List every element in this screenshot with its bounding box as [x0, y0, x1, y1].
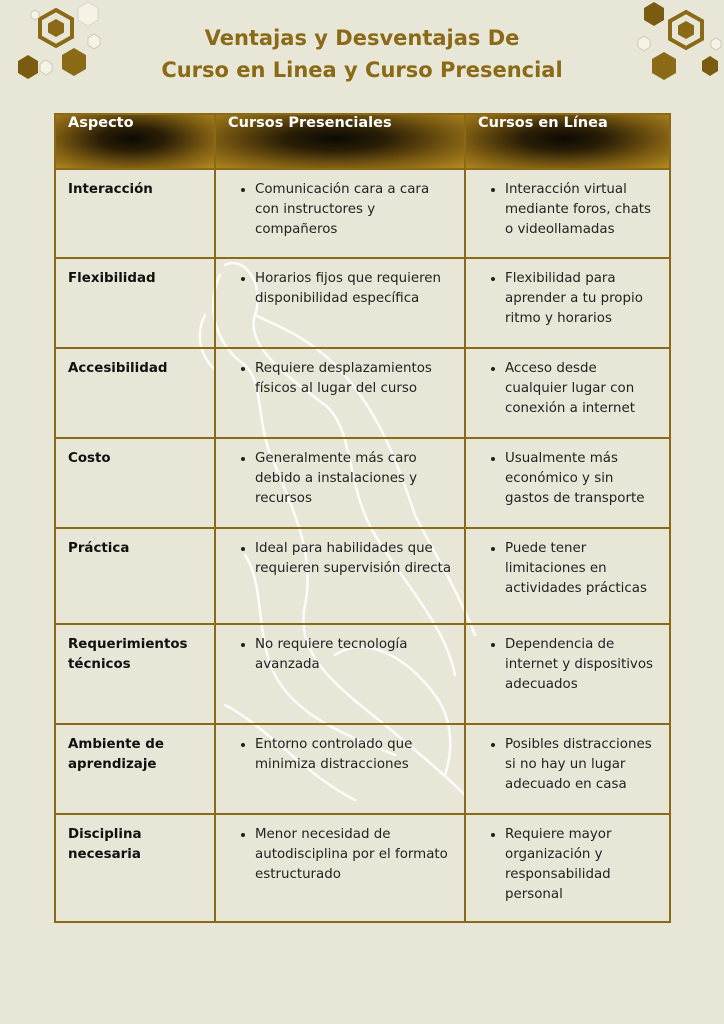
list-item: • Dependencia de internet y dispositivos adecuados [505, 635, 657, 695]
presencial-cell [215, 169, 465, 258]
online-cell [465, 438, 670, 528]
list-item: • Ideal para habilidades que requieren supervisión directa [255, 539, 452, 579]
list-item: • Interacción virtual mediante foros, chats o videollamadas [505, 180, 657, 240]
aspect-cell: Costo [55, 438, 215, 528]
aspect-cell: Práctica [55, 528, 215, 624]
comparison-table [54, 113, 671, 923]
header-en-linea: Cursos en Línea [465, 114, 670, 169]
aspect-cell: Requerimientos técnicos [55, 624, 215, 724]
list-item: • Horarios fijos que requieren disponibilidad específica [255, 269, 452, 309]
presencial-cell [215, 438, 465, 528]
online-cell [465, 624, 670, 724]
title-line-1: Ventajas y Desventajas De [204, 26, 520, 50]
presencial-cell [215, 814, 465, 922]
title-line-2: Curso en Linea y Curso Presencial [161, 58, 563, 82]
aspect-cell: Ambiente de aprendizaje [55, 724, 215, 814]
online-cell [465, 814, 670, 922]
online-cell [465, 169, 670, 258]
header-presenciales: Cursos Presenciales [215, 114, 465, 169]
list-item: • Menor necesidad de autodisciplina por el formato estructurado [255, 825, 452, 885]
header-aspecto: Aspecto [55, 114, 215, 169]
presencial-cell [215, 624, 465, 724]
online-cell [465, 258, 670, 348]
presencial-cell [215, 724, 465, 814]
online-cell [465, 528, 670, 624]
table-row [55, 438, 670, 528]
table-row [55, 348, 670, 438]
aspect-cell: Disciplina necesaria [55, 814, 215, 922]
table-row [55, 724, 670, 814]
aspect-cell: Accesibilidad [55, 348, 215, 438]
aspect-cell: Flexibilidad [55, 258, 215, 348]
list-item: • No requiere tecnología avanzada [255, 635, 452, 675]
aspect-cell: Interacción [55, 169, 215, 258]
list-item: • Requiere desplazamientos físicos al lugar del curso [255, 359, 452, 399]
list-item: • Usualmente más económico y sin gastos de transporte [505, 449, 657, 509]
list-item: • Flexibilidad para aprender a tu propio ritmo y horarios [505, 269, 657, 329]
online-cell [465, 724, 670, 814]
list-item: • Entorno controlado que minimiza distracciones [255, 735, 452, 775]
table-header-row [55, 114, 670, 169]
table-row [55, 258, 670, 348]
list-item: • Generalmente más caro debido a instalaciones y recursos [255, 449, 452, 509]
table-row [55, 169, 670, 258]
table-row [55, 814, 670, 922]
table-row [55, 624, 670, 724]
presencial-cell [215, 348, 465, 438]
list-item: • Puede tener limitaciones en actividades prácticas [505, 539, 657, 599]
list-item: • Acceso desde cualquier lugar con conexión a internet [505, 359, 657, 419]
list-item: • Posibles distracciones si no hay un lugar adecuado en casa [505, 735, 657, 795]
list-item: • Requiere mayor organización y responsabilidad personal [505, 825, 657, 905]
page-title [0, 22, 724, 86]
list-item: • Comunicación cara a cara con instructores y compañeros [255, 180, 452, 240]
presencial-cell [215, 528, 465, 624]
table-row [55, 528, 670, 624]
online-cell [465, 348, 670, 438]
presencial-cell [215, 258, 465, 348]
